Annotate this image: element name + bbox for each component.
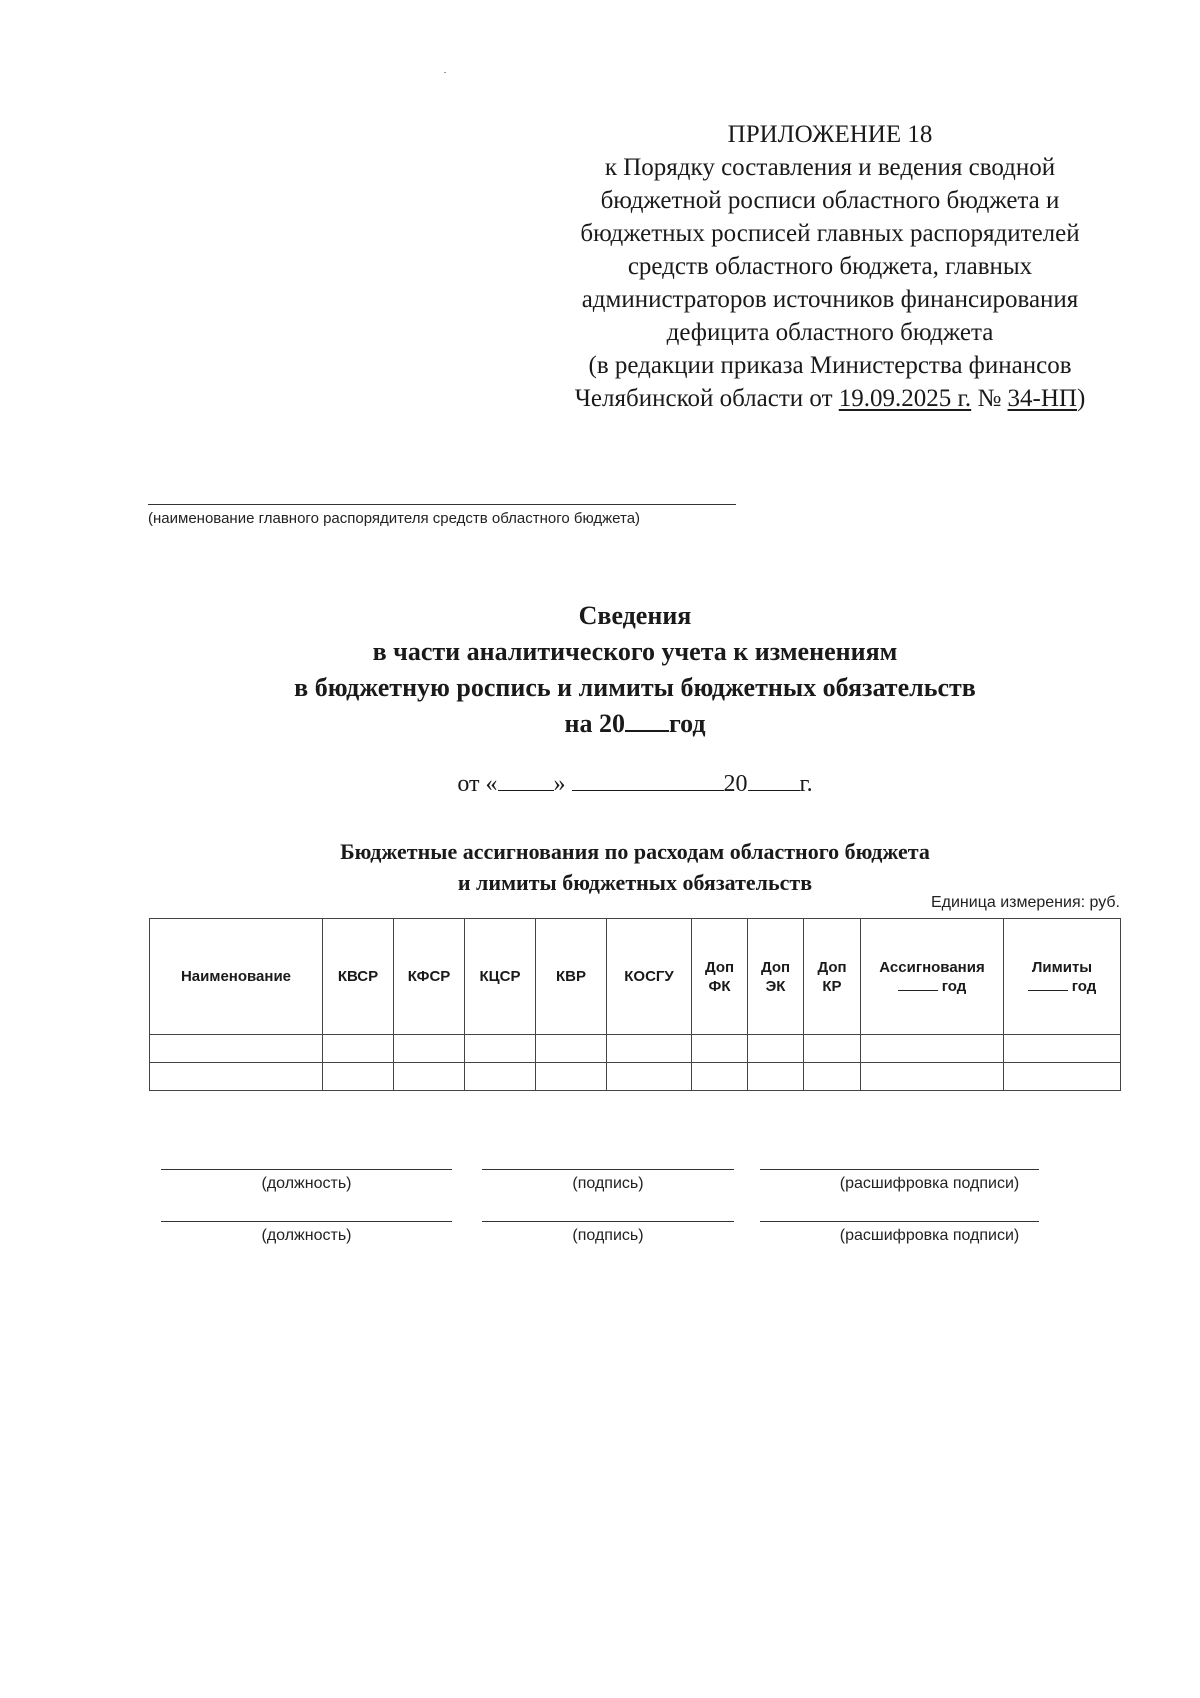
position-caption: (должность) [261,1227,352,1244]
distributor-caption: (наименование главного распорядителя средств областного бюджета) [148,510,641,527]
col-kcsr: КЦСР [465,919,536,1035]
table-cell[interactable] [1004,1035,1121,1063]
table-cell[interactable] [465,1035,536,1063]
col-dop-ek-l1: Доп [760,958,791,976]
table-header-row [150,919,1121,1035]
table-cell[interactable] [1004,1063,1121,1091]
col-kosgu: КОСГУ [607,919,692,1035]
date-year-prefix: 20 [723,771,748,797]
table-cell[interactable] [748,1035,804,1063]
table-cell[interactable] [607,1063,692,1091]
appendix-block [520,118,1140,415]
col-assignments [861,919,1004,1035]
assign-year-blank [898,978,938,991]
decoding-field[interactable] [760,1221,1039,1245]
heading-line-4 [0,706,1200,742]
signature-caption: (подпись) [572,1175,644,1192]
col-kvsr: КВСР [323,919,394,1035]
table-heading-line-1: Бюджетные ассигнования по расходам областного бюджета [340,839,930,864]
number-sign: № [971,385,1008,412]
position-field[interactable] [161,1169,452,1193]
col-dop-kr [804,919,861,1035]
decoding-caption: (расшифровка подписи) [839,1227,1020,1244]
limits-year-blank [1028,978,1068,991]
position-caption: (должность) [261,1175,352,1192]
signature-row-1 [0,1169,1200,1199]
table-cell[interactable] [323,1063,394,1091]
year-blank [625,708,669,732]
table-cell[interactable] [536,1063,607,1091]
appendix-title: ПРИЛОЖЕНИЕ 18 [727,121,933,148]
table-cell[interactable] [323,1035,394,1063]
distributor-line [148,504,736,505]
appendix-order-prefix: Челябинской области от [574,385,839,412]
heading-year-prefix: на 20 [564,709,625,738]
date-close-quote: » [553,771,566,797]
order-number: 34-НП [1007,385,1077,412]
col-limits-l1: Лимиты [1031,958,1093,976]
table-cell[interactable] [804,1063,861,1091]
table-cell[interactable] [607,1035,692,1063]
table-cell[interactable] [150,1063,323,1091]
table-cell[interactable] [748,1063,804,1091]
table-heading [0,836,1200,898]
day-blank [498,770,554,791]
distributor-field [148,504,736,527]
appendix-line: бюджетной росписи областного бюджета и [600,187,1060,214]
date-line [0,770,1200,798]
appendix-line: бюджетных росписей главных распорядителей [580,220,1080,247]
col-kvr: КВР [536,919,607,1035]
month-blank [572,770,724,791]
heading-line-3: в бюджетную роспись и лимиты бюджетных обязательств [294,673,976,702]
table-cell[interactable] [692,1035,748,1063]
col-assignments-year: год [941,977,967,995]
heading-year-suffix: год [668,709,706,738]
col-dop-kr-l1: Доп [817,958,847,976]
col-name: Наименование [150,919,323,1035]
col-limits-year: год [1071,977,1097,995]
col-dop-kr-l2: КР [822,977,842,995]
heading-line-1: Сведения [578,601,692,630]
allocations-table [149,918,1121,1091]
table-cell[interactable] [536,1035,607,1063]
date-year-blank [748,770,800,791]
col-kfsr: КФСР [394,919,465,1035]
table-heading-line-2: и лимиты бюджетных обязательств [457,870,813,895]
table-cell[interactable] [861,1063,1004,1091]
col-dop-fk-l2: ФК [708,977,731,995]
scan-speck [444,72,446,73]
appendix-line: к Порядку составления и ведения сводной [604,154,1056,181]
decoding-caption: (расшифровка подписи) [839,1175,1020,1192]
col-assignments-l1: Ассигнования [879,958,985,976]
date-prefix: от « [457,771,498,797]
table-cell[interactable] [804,1035,861,1063]
table-cell[interactable] [465,1063,536,1091]
signature-field[interactable] [482,1221,734,1245]
document-heading [0,598,1200,742]
signature-field[interactable] [482,1169,734,1193]
table-cell[interactable] [692,1063,748,1091]
col-dop-ek-l2: ЭК [765,977,786,995]
signature-row-2 [0,1221,1200,1251]
heading-line-2: в части аналитического учета к изменениям [372,637,898,666]
table-cell[interactable] [394,1063,465,1091]
close-paren: ) [1076,385,1086,412]
signature-caption: (подпись) [572,1227,644,1244]
table-row [150,1063,1121,1091]
table-cell[interactable] [150,1035,323,1063]
order-date: 19.09.2025 г. [838,385,972,412]
decoding-field[interactable] [760,1169,1039,1193]
appendix-line: администраторов источников финансирования [581,286,1079,313]
table-cell[interactable] [394,1035,465,1063]
appendix-order-line [520,382,1140,415]
table-row [150,1035,1121,1063]
appendix-line: (в редакции приказа Министерства финансов [588,352,1072,379]
unit-label: Единица измерения: руб. [930,894,1120,911]
col-dop-fk [692,919,748,1035]
col-dop-fk-l1: Доп [704,958,735,976]
appendix-line: средств областного бюджета, главных [627,253,1033,280]
appendix-line: дефицита областного бюджета [666,319,994,346]
position-field[interactable] [161,1221,452,1245]
col-dop-ek [748,919,804,1035]
table-cell[interactable] [861,1035,1004,1063]
date-suffix: г. [799,771,813,797]
col-limits [1004,919,1121,1035]
